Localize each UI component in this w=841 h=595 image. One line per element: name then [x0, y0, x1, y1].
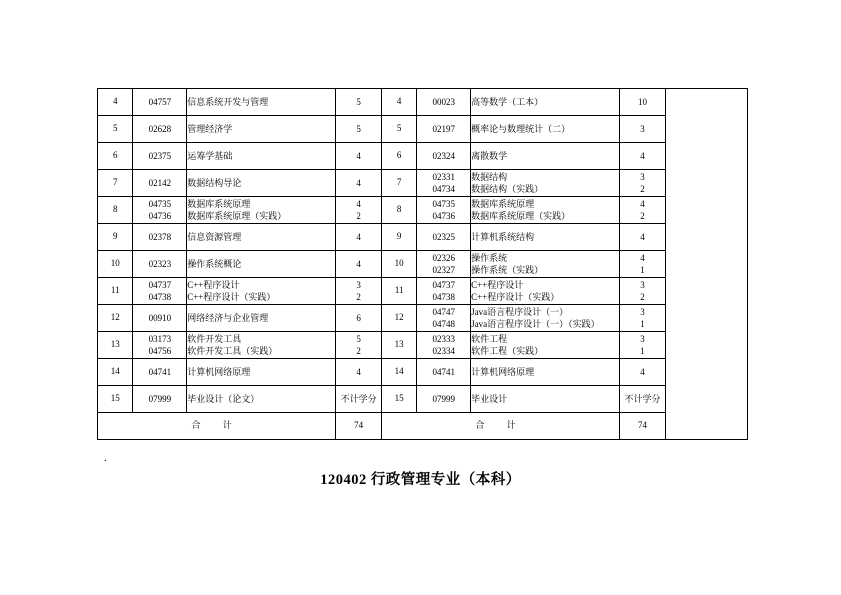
- left-row-code: 04735 04736: [133, 197, 187, 224]
- left-row-code: 02142: [133, 170, 187, 197]
- table-row: [98, 224, 748, 251]
- left-row-code: 00910: [133, 305, 187, 332]
- left-row-credit: 4: [336, 224, 382, 251]
- left-row-no: 15: [98, 386, 133, 413]
- left-row-credit: 5: [336, 116, 382, 143]
- right-row-no: 9: [381, 224, 416, 251]
- left-row-name: 毕业设计（论文）: [187, 386, 336, 413]
- right-row-code: 02325: [417, 224, 471, 251]
- table-row: [98, 89, 748, 116]
- right-row-code: 02326 02327: [417, 251, 471, 278]
- left-row-no: 12: [98, 305, 133, 332]
- right-row-code: 02197: [417, 116, 471, 143]
- right-row-credit: 10: [620, 89, 666, 116]
- right-row-no: 4: [381, 89, 416, 116]
- right-row-no: 13: [381, 332, 416, 359]
- page-title: 120402 行政管理专业（本科）: [320, 472, 521, 488]
- table-total-row: [98, 413, 748, 440]
- right-row-no: 10: [381, 251, 416, 278]
- left-row-name: C++程序设计 C++程序设计（实践）: [187, 278, 336, 305]
- right-total-label: 合 计: [381, 413, 619, 440]
- left-row-credit: 5: [336, 89, 382, 116]
- left-row-code: 04757: [133, 89, 187, 116]
- right-row-name: 概率论与数理统计（二）: [471, 116, 620, 143]
- right-row-credit: 4 1: [620, 251, 666, 278]
- table-body: [98, 89, 748, 440]
- left-row-code: 03173 04756: [133, 332, 187, 359]
- left-row-credit: 4: [336, 359, 382, 386]
- table-row: [98, 116, 748, 143]
- right-row-name: 数据库系统原理 数据库系统原理（实践）: [471, 197, 620, 224]
- left-row-code: 02628: [133, 116, 187, 143]
- right-row-name: 离散数学: [471, 143, 620, 170]
- right-blank-column: [665, 89, 747, 440]
- table-row: [98, 359, 748, 386]
- right-row-code: 07999: [417, 386, 471, 413]
- left-row-name: 管理经济学: [187, 116, 336, 143]
- left-row-no: 10: [98, 251, 133, 278]
- right-row-name: C++程序设计 C++程序设计（实践）: [471, 278, 620, 305]
- left-row-credit: 不计学分: [336, 386, 382, 413]
- table-row: [98, 251, 748, 278]
- left-row-no: 7: [98, 170, 133, 197]
- table-row: [98, 197, 748, 224]
- right-row-no: 8: [381, 197, 416, 224]
- right-row-code: 02333 02334: [417, 332, 471, 359]
- left-total-value: 74: [336, 413, 382, 440]
- left-row-credit: 5 2: [336, 332, 382, 359]
- right-row-credit: 3 1: [620, 305, 666, 332]
- left-row-code: 02378: [133, 224, 187, 251]
- right-row-no: 15: [381, 386, 416, 413]
- left-total-label: 合 计: [98, 413, 336, 440]
- left-row-name: 信息系统开发与管理: [187, 89, 336, 116]
- table-row: [98, 143, 748, 170]
- right-row-credit: 4: [620, 359, 666, 386]
- left-row-credit: 4 2: [336, 197, 382, 224]
- left-row-credit: 6: [336, 305, 382, 332]
- left-row-credit: 4: [336, 170, 382, 197]
- right-row-no: 6: [381, 143, 416, 170]
- table-row: [98, 386, 748, 413]
- right-row-code: 02331 04734: [417, 170, 471, 197]
- course-table: [97, 88, 748, 440]
- left-row-name: 计算机网络原理: [187, 359, 336, 386]
- left-row-name: 运筹学基础: [187, 143, 336, 170]
- right-row-no: 7: [381, 170, 416, 197]
- left-row-no: 4: [98, 89, 133, 116]
- right-row-credit: 4 2: [620, 197, 666, 224]
- right-row-credit: 3 2: [620, 278, 666, 305]
- right-row-name: 高等数学（工本）: [471, 89, 620, 116]
- right-row-no: 11: [381, 278, 416, 305]
- right-row-code: 04741: [417, 359, 471, 386]
- course-comparison-table: [97, 88, 748, 440]
- left-row-code: 02375: [133, 143, 187, 170]
- right-row-credit: 3: [620, 116, 666, 143]
- right-row-credit: 3 2: [620, 170, 666, 197]
- right-row-name: 计算机网络原理: [471, 359, 620, 386]
- table-row: [98, 332, 748, 359]
- right-row-name: 软件工程 软件工程（实践）: [471, 332, 620, 359]
- table-row: [98, 170, 748, 197]
- right-row-no: 14: [381, 359, 416, 386]
- left-row-no: 8: [98, 197, 133, 224]
- right-row-no: 12: [381, 305, 416, 332]
- left-row-code: 02323: [133, 251, 187, 278]
- right-row-credit: 4: [620, 143, 666, 170]
- right-row-name: 毕业设计: [471, 386, 620, 413]
- right-row-code: 02324: [417, 143, 471, 170]
- left-row-credit: 4: [336, 143, 382, 170]
- right-row-name: 计算机系统结构: [471, 224, 620, 251]
- right-row-code: 04737 04738: [417, 278, 471, 305]
- right-row-credit: 3 1: [620, 332, 666, 359]
- right-row-code: 00023: [417, 89, 471, 116]
- left-row-code: 04741: [133, 359, 187, 386]
- left-row-name: 数据结构导论: [187, 170, 336, 197]
- right-row-code: 04747 04748: [417, 305, 471, 332]
- left-row-credit: 4: [336, 251, 382, 278]
- table-row: [98, 305, 748, 332]
- left-row-name: 操作系统概论: [187, 251, 336, 278]
- left-row-no: 9: [98, 224, 133, 251]
- left-row-code: 07999: [133, 386, 187, 413]
- left-row-no: 5: [98, 116, 133, 143]
- left-row-no: 13: [98, 332, 133, 359]
- right-row-credit: 4: [620, 224, 666, 251]
- left-row-name: 数据库系统原理 数据库系统原理（实践）: [187, 197, 336, 224]
- right-row-name: 操作系统 操作系统（实践）: [471, 251, 620, 278]
- right-row-credit: 不计学分: [620, 386, 666, 413]
- left-row-credit: 3 2: [336, 278, 382, 305]
- right-row-name: 数据结构 数据结构（实践）: [471, 170, 620, 197]
- right-total-value: 74: [620, 413, 666, 440]
- right-row-code: 04735 04736: [417, 197, 471, 224]
- left-row-no: 14: [98, 359, 133, 386]
- left-row-name: 网络经济与企业管理: [187, 305, 336, 332]
- right-row-name: Java语言程序设计（一） Java语言程序设计（一）（实践）: [471, 305, 620, 332]
- left-row-code: 04737 04738: [133, 278, 187, 305]
- left-row-no: 6: [98, 143, 133, 170]
- right-row-no: 5: [381, 116, 416, 143]
- left-row-no: 11: [98, 278, 133, 305]
- stray-dot-mark: .: [104, 452, 107, 464]
- table-row: [98, 278, 748, 305]
- left-row-name: 软件开发工具 软件开发工具（实践）: [187, 332, 336, 359]
- left-row-name: 信息资源管理: [187, 224, 336, 251]
